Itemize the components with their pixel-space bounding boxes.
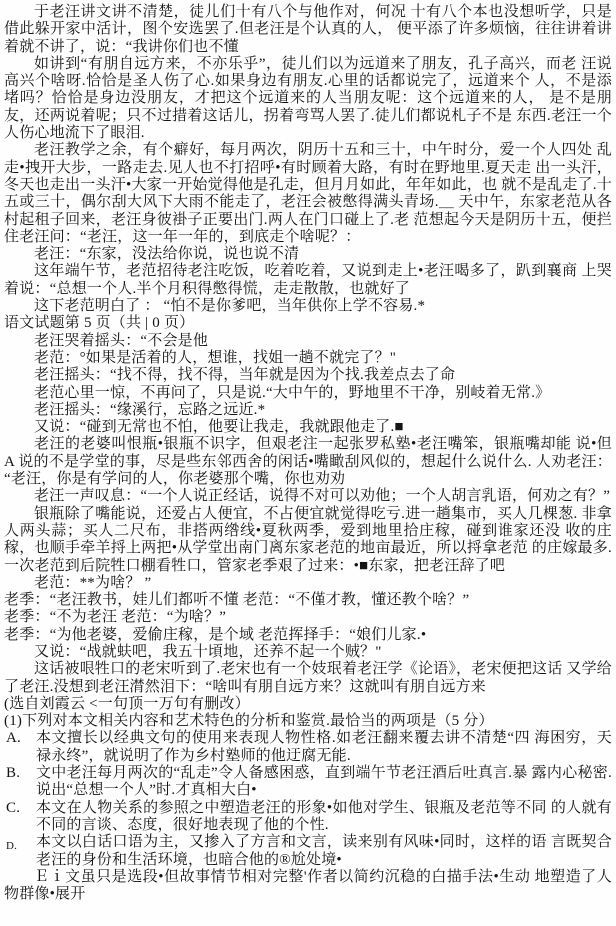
- story-paragraph: 银瓶除了嘴能说，还爱占人便宜，不占便宜就觉得吃亏.进一趟集市，买人几棵葱. 非拿人两头蒜；买人二尺布，非搭两绺线•夏秋两季，爱到地里拾庄稼，碰到谁家还没 收的庄稼，也顺手牵羊捋上两把•从学堂出南门离东家老范的地亩最近，所以捋拿老范 的庄嫁最多.一次老范到后院牲口棚看牲口，管家老季艰了过来：•■东家，把老汪辞了吧: [4, 505, 612, 574]
- dialogue-line: 老汪摇头：“缘溪行，忘路之远近.*: [34, 401, 266, 418]
- option-d-text: 本文以白话口语为主，又掺入了方言和文言，读来别有风味•同时，这样的语 言既契合老汪的身份和生活环境，也暗合他的®尬处境•: [36, 834, 612, 868]
- option-c-label: C.: [6, 799, 21, 816]
- dialogue-line: 又说：“战就蚨吧，我五十頃地，还养不起一个贼？": [34, 643, 382, 660]
- question-stem: (1)下列对本文相关内容和艺术特色的分析和鉴赏.最恰当的两项是（5 分）: [4, 713, 494, 730]
- story-paragraph: 这年端午节，老范招待老注吃饭，吃着吃着，又说到走上•老汪喝多了，趴到襄商 上哭着说：“总想一个人.半个月积得憋得慌，走走散散，也就好了: [4, 263, 612, 297]
- option-a: [4, 730, 612, 765]
- dialogue-line: 这下老范明白了 ： “怕不是你爹吧，当年供你上学不容易.*: [34, 298, 426, 315]
- story-paragraph: 老汪的老婆叫恨瓶•银瓶不识字，但艰老注一起张罗私塾•老汪嘴笨，银瓶嘴却能 说•但 A 说的不是学堂的事，尽是些东邻西舍的闲话•嘴瞰刮风似的，想起什么说什么. 人劝老汪：“老汪，你是有学问的人，你老婆那个嘴，你也劝劝: [4, 436, 612, 488]
- exam-text-body: [4, 4, 612, 903]
- dialogue-line: 老季：“不为老汪 老范：“为啥？”: [4, 609, 227, 626]
- story-paragraph: 这话被哏牲口的老宋听到了.老宋也有一个妓珉着老汪学《论语》，老宋便把这话 又学给了老汪.没想到老汪潸然泪下：“啥叫有朋自远方来？这就叫有朋自远方来: [4, 661, 613, 695]
- option-a-text: 本文擅长以经典文句的使用来表现人物性格.如老汪翻来覆去讲不清楚“四 海困穷，天禄永终”，就说明了作为乡村塾师的他迂腐无能.: [36, 730, 612, 764]
- option-e: Ｅｉ文虽只是选段•但故事情节相对完整'作者以简约沉稳的白描手法•生动 地塑造了人物群像•展开: [4, 868, 612, 903]
- option-c-text: 本文在人物关系的参照之中塑造老汪的形象•如他对学生、银瓶及老范等不同 的人就有不同的言谈、态度，很好地表现了他的个性.: [36, 799, 612, 833]
- dialogue-line: 老范心里一惊，不再问了，只是说.“大中午的，野地里不干净，别岐着无常.》: [34, 384, 551, 401]
- dialogue-line: 老季：“为他老婆，爱偷庄稼，是个域 老范挥择手：“娘们儿家.•: [4, 626, 427, 643]
- dialogue-line: 老范：°如果是活着的人，想谁，找姐一趟不就完了？": [34, 349, 397, 366]
- option-d-label: D.: [6, 840, 18, 853]
- story-paragraph: 于老汪讲文讲不清楚，徒儿们十有八个与他作对，何况 十有八个本也没想听学，只是借此躲开家中活计，图个安选罢了.但老汪是个认真的人， 便平添了许多烦恼，往往讲着讲着就不讲了，说：“我讲你们也不懂: [4, 4, 612, 55]
- dialogue-line: 老季：“老汪教书，娃儿们都听不懂 老范：“不僅才教，懂还教个啥？”: [4, 592, 470, 609]
- story-paragraph: 如讲到“有朋自远方来，不亦乐乎”，徒儿们以为远道来了朋友，孔子高兴，而老 汪说高兴个啥呀.恰恰是圣人伤了心.如果身边有朋友.心里的话都说完了，远道来个 人，不是添堵吗？恰恰是身边没朋友，才把这个远道来的人当朋友呢：这个远道来的人， 是不是朋友，还两说着呢；只不过措着这话儿，拐着弯骂人罢了.徒儿们都说札子不是 东西.老汪一个人伤心地流下了眼泪.: [4, 55, 612, 142]
- dialogue-line: 老汪摇头：“找不得，找不得，当年就是因为个找.我差点去了命: [34, 367, 456, 384]
- option-b-label: B.: [6, 765, 21, 782]
- option-c: [4, 800, 612, 835]
- story-paragraph: 老汪教学之余，有个癖好，每月两次，阴历十五和三十，中午时分，爱一个人四处 乱走•拽开大步，一路走去.见人也不打招呼•有时顾着大路，有时在野地里.夏天走 出一头汗，冬天也走出一头汗•大家一开始觉得他是孔走，但月月如此，年年如此，也 就不是乱走了.十五或三十，偶尔刮大风下大雨不能走了，老汪会被憋得满头青场.＿ 天中午，东家老范从各村起租子回来，老汪身彼褂子正要出门.两人在门口碰上了.老 范想起今天是阴历十五，便拦住老汪问：“老汪，这一年一年的，到底走个啥呢？：: [4, 142, 612, 245]
- dialogue-line: 又说：“碰到无常也不怕，他要让我走，我就跟他走了.■: [34, 419, 404, 436]
- dialogue-line: 老汪一声叹息：“一个人说正经话，说得不对可以劝他；一个人胡言乳语，何劝之有？”: [34, 488, 611, 505]
- page-footer-line: 语文试题第 5 页（共 | 0 页）: [4, 315, 195, 332]
- dialogue-line: 老汪哭着摇头：“不会是他: [34, 332, 209, 349]
- dialogue-line: 老汪：“东家，没法给你说，说也说不清: [34, 246, 300, 263]
- option-b-text: 文中老汪每月两次的“乱走”令人备感困惑，直到端午节老汪酒后吐真言.暴 露内心秘密.说出“总想一个人”时.才真相大白•: [36, 765, 612, 799]
- dialogue-line: 老范：**为啥？ ”: [34, 574, 152, 591]
- option-b: [4, 765, 612, 800]
- option-a-label: A.: [6, 730, 21, 747]
- option-d: [4, 834, 612, 869]
- source-attribution: (选自刘霞云 <一句顶一万句有删改）: [4, 695, 250, 712]
